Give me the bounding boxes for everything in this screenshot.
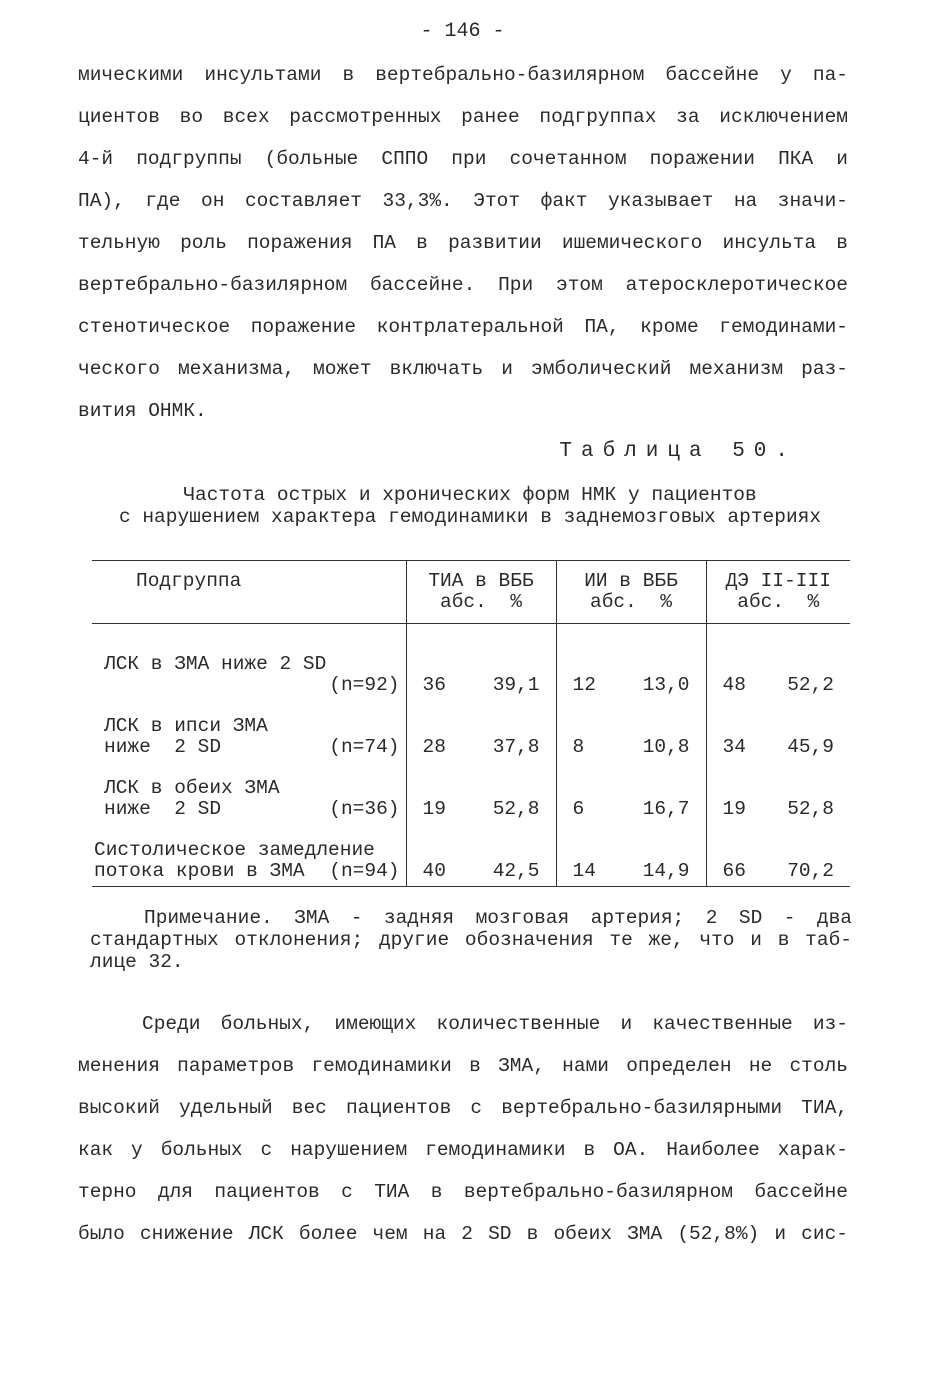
row-label-line: [104, 799, 406, 820]
row-label-text: ниже 2 SD: [104, 736, 222, 758]
note-line: стандартных отклонения; другие обозначения те же, что и в таб-: [90, 929, 852, 951]
cell-de: [706, 624, 850, 697]
text-line: как у больных с нарушением гемодинамики в ОА. Наиболее харак-: [78, 1139, 848, 1161]
row-label: [92, 624, 406, 697]
cell-abs: 28: [422, 736, 446, 758]
cell-pct: 14,9: [642, 860, 690, 882]
page-number: - 146 -: [420, 20, 505, 43]
table-header-row: [92, 561, 850, 624]
cell-pct: 52,8: [492, 798, 540, 820]
cell-tia: [406, 624, 556, 697]
text-line: тельную роль поражения ПА в развитии ишемического инсульта в: [78, 232, 848, 254]
cell-abs: 48: [722, 674, 746, 696]
table-label: Таблица 50.: [559, 440, 797, 463]
cell-de: [706, 758, 850, 820]
text-line: 4-й подгруппы (больные СППО при сочетанном поражении ПКА и: [78, 148, 848, 170]
row-label: [92, 820, 406, 887]
text-line: терно для пациентов с ТИА в вертебрально-базилярном бассейне: [78, 1181, 848, 1203]
caption-line: Частота острых и хронических форм НМК у пациентов: [183, 484, 757, 506]
cell-tia: [406, 820, 556, 887]
cell-pct: 13,0: [642, 674, 690, 696]
cell-ii: [556, 624, 706, 697]
cell-abs: 40: [422, 860, 446, 882]
cell-tia: [406, 696, 556, 758]
header-title: ТИА в ВББ: [428, 570, 534, 592]
row-n: (n=36): [329, 798, 400, 820]
table-row: [92, 820, 850, 887]
cell-abs: 19: [422, 798, 446, 820]
cell-abs: 12: [572, 674, 596, 696]
cell-de: [706, 696, 850, 758]
row-n: (n=74): [329, 736, 400, 758]
header-de: [706, 561, 850, 624]
text-line: мическими инсультами в вертебрально-базилярном бассейне у па-: [78, 64, 848, 86]
text-line: было снижение ЛСК более чем на 2 SD в обеих ЗМА (52,8%) и сис-: [78, 1223, 848, 1245]
data-table: [92, 560, 850, 887]
cell-ii: [556, 820, 706, 887]
cell-tia: [406, 758, 556, 820]
table-row: [92, 758, 850, 820]
cell-ii: [556, 696, 706, 758]
text-line: высокий удельный вес пациентов с вертебрально-базилярными ТИА,: [78, 1097, 848, 1119]
cell-pct: 70,2: [787, 860, 834, 882]
note-line: Примечание. ЗМА - задняя мозговая артерия; 2 SD - два: [144, 907, 852, 929]
header-subgroup: [92, 561, 406, 624]
header-title: ИИ в ВББ: [584, 570, 678, 592]
cell-pct: 45,9: [787, 736, 834, 758]
row-label-line: ЛСК в ЗМА ниже 2 SD: [104, 653, 327, 675]
row-label-line: ЛСК в ипси ЗМА: [104, 715, 268, 737]
cell-abs: 19: [722, 798, 746, 820]
row-label-line: [104, 737, 406, 758]
row-label-line: ЛСК в обеих ЗМА: [104, 777, 280, 799]
cell-pct: 52,8: [787, 798, 834, 820]
row-label: [92, 696, 406, 758]
cell-abs: 14: [572, 860, 596, 882]
cell-de: [706, 820, 850, 887]
table-row: [92, 696, 850, 758]
text-line: вертебрально-базилярном бассейне. При этом атеросклеротическое: [78, 274, 848, 296]
header-ii: [556, 561, 706, 624]
header-subtitle: абс. %: [440, 591, 522, 613]
note-line: лице 32.: [90, 951, 184, 973]
header-tia: [406, 561, 556, 624]
table-row: [92, 624, 850, 697]
row-label-line: [94, 861, 406, 882]
row-label-text: ниже 2 SD: [104, 798, 222, 820]
cell-pct: 39,1: [492, 674, 540, 696]
table-caption: [90, 484, 850, 528]
row-n: (n=94): [329, 860, 400, 882]
cell-abs: 36: [422, 674, 446, 696]
row-label: [92, 758, 406, 820]
text-line: Среди больных, имеющих количественные и качественные из-: [142, 1013, 848, 1035]
text-line: ческого механизма, может включать и эмболический механизм раз-: [78, 358, 848, 380]
cell-abs: 66: [722, 860, 746, 882]
text-line: вития ОНМК.: [78, 400, 207, 422]
text-line: циентов во всех рассмотренных ранее подгруппах за исключением: [78, 106, 848, 128]
caption-line: с нарушением характера гемодинамики в заднемозговых артериях: [118, 506, 822, 528]
paragraph-1: [78, 54, 848, 432]
header-subtitle: абс. %: [590, 591, 672, 613]
cell-abs: 6: [572, 798, 585, 820]
header-title: ДЭ II-III: [725, 570, 831, 592]
cell-abs: 8: [572, 736, 585, 758]
header-title: Подгруппа: [136, 570, 242, 592]
header-subtitle: абс. %: [737, 591, 820, 613]
cell-pct: 52,2: [787, 674, 834, 696]
text-line: ПА), где он составляет 33,3%. Этот факт указывает на значи-: [78, 190, 848, 212]
cell-ii: [556, 758, 706, 820]
row-n: (n=92): [329, 674, 400, 696]
row-label-line: Систолическое замедление: [94, 839, 375, 861]
text-line: стенотическое поражение контрлатеральной ПА, кроме гемодинами-: [78, 316, 848, 338]
table-note: [90, 907, 852, 973]
cell-pct: 42,5: [492, 860, 540, 882]
cell-pct: 10,8: [642, 736, 690, 758]
row-label-line: [104, 675, 406, 696]
cell-abs: 34: [722, 736, 746, 758]
row-label-text: потока крови в ЗМА: [94, 860, 305, 882]
paragraph-2: [78, 1003, 848, 1255]
cell-pct: 37,8: [492, 736, 540, 758]
text-line: менения параметров гемодинамики в ЗМА, нами определен не столь: [78, 1055, 848, 1077]
cell-pct: 16,7: [642, 798, 690, 820]
